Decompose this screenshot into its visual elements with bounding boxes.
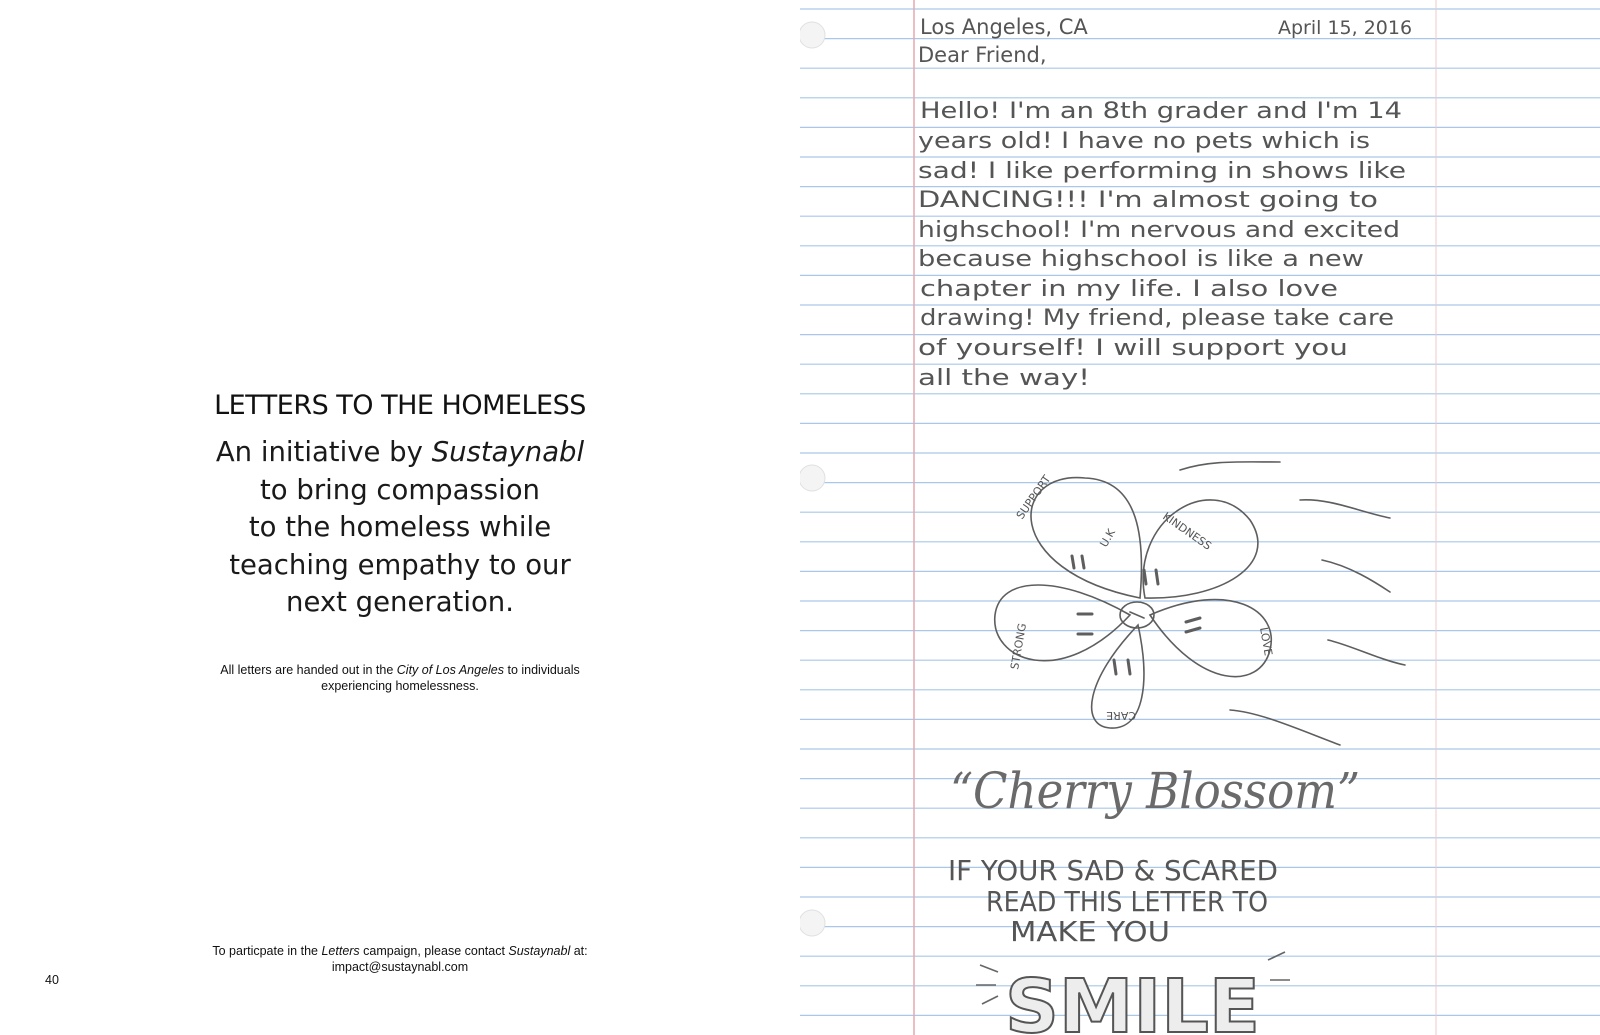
letter-line: sad! I like performing in shows like — [918, 159, 1406, 184]
letter-scan — [800, 0, 1600, 1035]
lined-paper — [800, 0, 1600, 1035]
binder-hole — [800, 22, 825, 48]
page-title: LETTERS TO THE HOMELESS — [214, 390, 586, 421]
closing-line: READ THIS LETTER TO — [986, 885, 1268, 918]
brand-name: Sustaynabl — [431, 436, 585, 468]
contact-info: To particpate in the Letters campaign, please contact Sustaynabl at: impact@sustaynabl.com — [190, 943, 610, 975]
lead-line-5: next generation. — [286, 586, 514, 618]
letter-greeting: Dear Friend, — [918, 43, 1047, 67]
drawing-caption: “Cherry Blossom” — [950, 762, 1360, 820]
distribution-note: All letters are handed out in the City of Los Angeles to individuals experiencing homelessness. — [220, 663, 580, 693]
smile-word: SMILE — [1005, 964, 1260, 1035]
initiative-description — [190, 434, 610, 622]
letter-line: highschool! I'm nervous and excited — [918, 218, 1400, 243]
closing-line: MAKE YOU — [1010, 915, 1170, 948]
letter-line: all the way! — [918, 366, 1090, 391]
letter-line: drawing! My friend, please take care — [920, 306, 1394, 331]
binder-hole — [800, 465, 825, 491]
petal-label: STRONG — [1008, 622, 1030, 671]
closing-line: IF YOUR SAD & SCARED — [948, 854, 1278, 887]
binder-hole — [800, 910, 825, 936]
petal-label: SUPPORT — [1013, 472, 1054, 522]
letter-line: because highschool is like a new — [918, 247, 1364, 272]
petal-label: KINDNESS — [1160, 509, 1214, 553]
letter-line: DANCING!!! I'm almost going to — [918, 188, 1378, 213]
lead-line-3: to the homeless while — [248, 511, 552, 543]
petal-label: U.K — [1097, 526, 1118, 550]
petal-label: LOVE — [1257, 626, 1275, 657]
letter-line: of yourself! I will support you — [918, 336, 1348, 361]
page-number: 40 — [45, 973, 59, 987]
letter-line: years old! I have no pets which is — [918, 129, 1370, 154]
lead-line-4: teaching empathy to our — [229, 548, 571, 581]
lead-line-1: An initiative by Sustaynabl — [215, 436, 585, 468]
letter-line: chapter in my life. I also love — [920, 277, 1338, 302]
contact-email: impact@sustaynabl.com — [331, 960, 469, 974]
letter-line: Hello! I'm an 8th grader and I'm 14 — [920, 99, 1402, 124]
petal-label: CARE — [1106, 709, 1136, 722]
letter-location: Los Angeles, CA — [920, 15, 1088, 39]
letter-date: April 15, 2016 — [1278, 17, 1413, 39]
lead-line-2: to bring compassion — [260, 473, 540, 506]
